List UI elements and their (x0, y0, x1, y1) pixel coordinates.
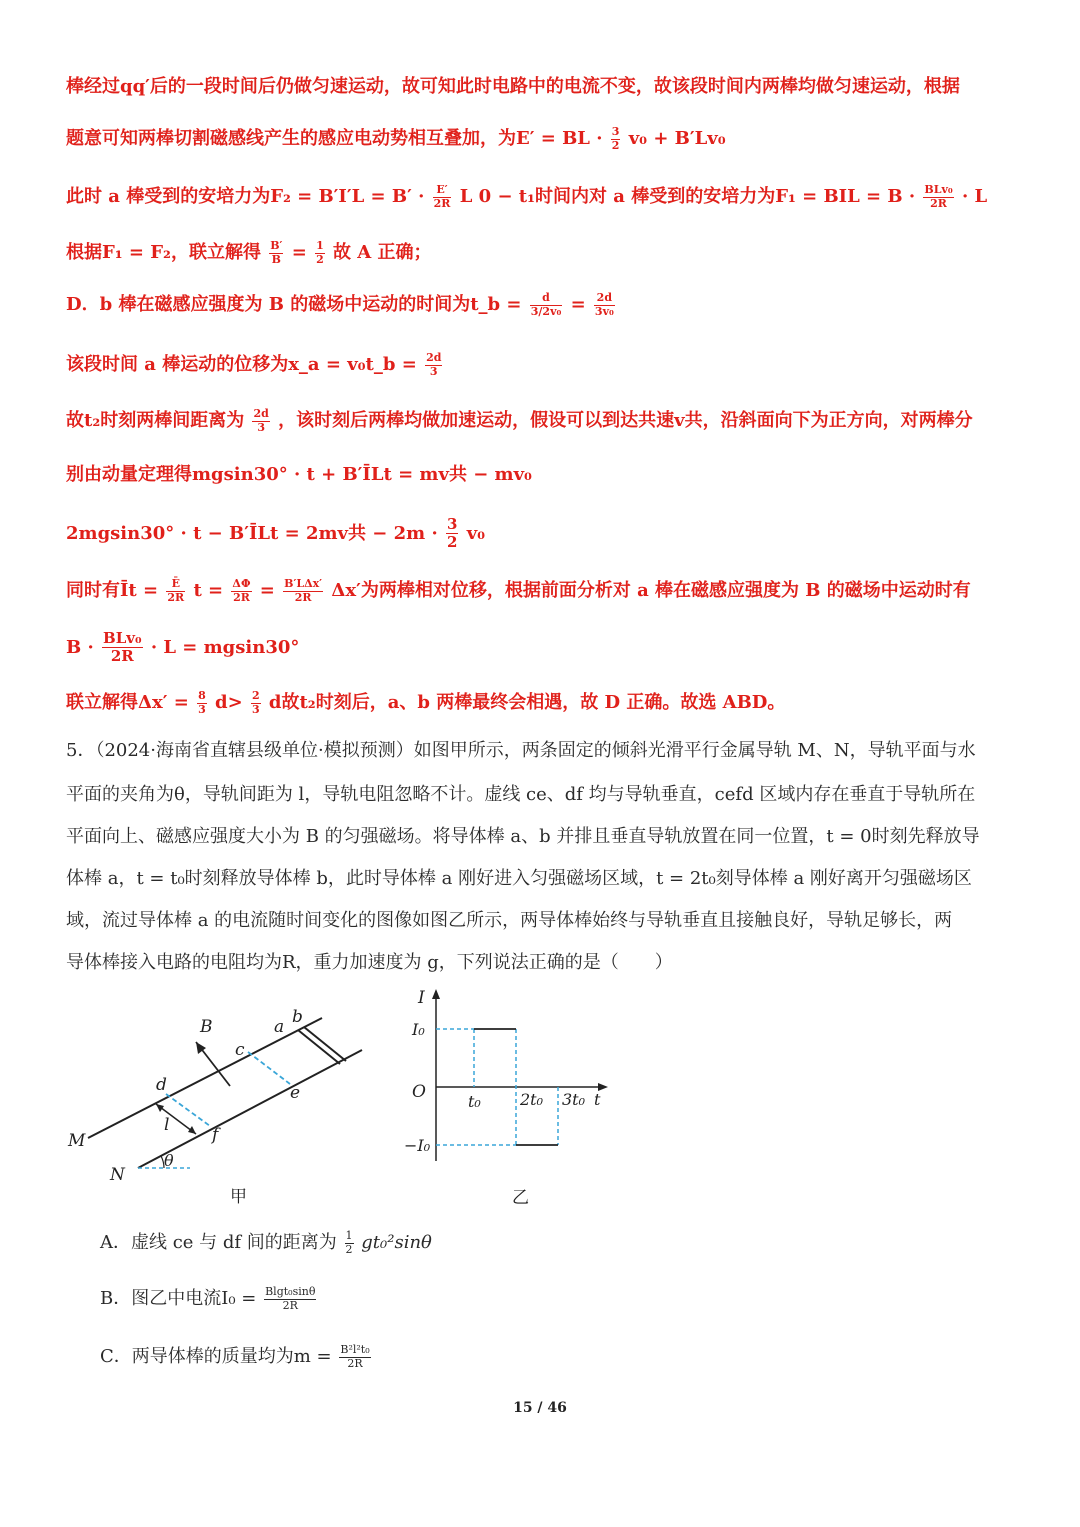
solution-line-5: D．b 棒在磁感应强度为 B 的磁场中运动的时间为t_b = $\frac{d}{\text{3/2v₀}}$ = $\frac{2d}{\text{3v₀}}$ (66, 291, 614, 318)
label-l: l (164, 1115, 170, 1135)
solution-line-4-tail: 故 A 正确； (333, 242, 432, 264)
label-t0: t₀ (468, 1092, 481, 1111)
solution-line-1: 棒经过qq′后的一段时间后仍做匀速运动，故可知此时电路中的电流不变，故该段时间内两棒均做匀速运动，根据 (66, 76, 960, 97)
solution-line-2-text: 题意可知两棒切割磁感线产生的感应电动势相互叠加，为E′ = BL · (66, 128, 603, 150)
solution-line-2 (66, 126, 726, 152)
fraction: $\frac{2d}{\text{3v₀}}$ (594, 291, 614, 318)
label-B: B (200, 1017, 213, 1037)
figure-rails (60, 1000, 380, 1210)
question-line-1: 5．（2024·海南省直辖县级单位·模拟预测）如图甲所示，两条固定的倾斜光滑平行金属导轨 M、N，导轨平面与水 (66, 740, 976, 761)
fraction: $\frac{2d}{3}$ (253, 407, 269, 434)
solution-line-7-text: 故t₂时刻两棒间距离为 (66, 410, 245, 432)
label-I: I (418, 988, 425, 1008)
rod-a (298, 1030, 340, 1064)
fraction: $\frac{8}{3}$ (198, 689, 206, 716)
label-t: t (594, 1090, 601, 1109)
spacing-arrowhead-2 (188, 1126, 196, 1134)
caption-jia: 甲 (230, 1187, 247, 1207)
solution-line-3-tail: · L (961, 186, 988, 208)
fraction: $\frac{\text{Blgt₀sinθ}}{2R}$ (265, 1284, 316, 1312)
fraction: $\frac{1}{2}$ (316, 239, 324, 266)
label-3t0: 3t₀ (562, 1090, 586, 1109)
solution-line-6 (66, 352, 444, 378)
solution-line-3-text: 此时 a 棒受到的安培力为F₂ = B′I′L = B′ · (66, 186, 425, 208)
option-c-text: C．两导体棒的质量均为m = (100, 1346, 332, 1367)
option-b-text: B．图乙中电流I₀ = (100, 1288, 257, 1309)
label-I0: I₀ (412, 1020, 425, 1039)
solution-line-12 (66, 690, 785, 716)
fraction: $\frac{\text{B²l²t₀}}{2R}$ (340, 1342, 370, 1370)
label-O: O (412, 1082, 426, 1102)
solution-line-12-text: 联立解得Δx′ = (66, 692, 189, 714)
solution-line-12-tail: d故t₂时刻后，a、b 两棒最终会相遇，故 D 正确。故选 ABD。 (268, 692, 786, 714)
solution-line-2-tail: v₀ + B′Lv₀ (628, 128, 726, 150)
solution-line-10-mid: t = (193, 580, 224, 602)
fraction: $\frac{\text{BLv₀}}{2R}$ (924, 183, 953, 210)
caption-yi: 乙 (512, 1188, 529, 1208)
fraction: $\frac{E'}{2R}$ (433, 183, 451, 210)
solution-line-3 (66, 184, 987, 210)
fraction: $\frac{d}{\text{3/2v₀}}$ (530, 291, 562, 318)
solution-line-4: 根据F₁ = F₂，联立解得 $\frac{B'}{B}$ = $\frac{1}{2}$ 故 A 正确； (66, 239, 432, 266)
figure-current-graph (400, 985, 620, 1210)
question-line-2: 平面的夹角为θ，导轨间距为 l，导轨电阻忽略不计。虚线 ce、df 均与导轨垂直，cefd 区域内存在垂直于导轨所在 (66, 784, 976, 805)
question-line-3: 平面向上、磁感应强度大小为 B 的匀强磁场。将导体棒 a、b 并排且垂直导轨放置在同一位置，t = 0时刻先释放导 (66, 826, 980, 847)
label-c: c (235, 1040, 245, 1060)
solution-line-10: 同时有Īt = $\frac{Ē}{2R}$ t = $\frac{\Delta\Phi}{2R}$ = $\frac{\text{B′LΔx′}}{2R}$ Δx′为两棒相对位移，根据前面分析对 a 棒在磁感应强度为 B 的磁场中运动时有 (66, 577, 971, 604)
rod-b (304, 1027, 346, 1061)
solution-line-6-text: 该段时间 a 棒运动的位移为x_a = v₀t_b = (66, 354, 417, 376)
label-theta: θ (164, 1151, 174, 1170)
question-line-4: 体棒 a，t = t₀时刻释放导体棒 b，此时导体棒 a 刚好进入匀强磁场区域，t = 2t₀刻导体棒 a 刚好离开匀强磁场区 (66, 868, 972, 889)
fraction: $\frac{\text{BLv₀}}{2R}$ (103, 629, 142, 666)
fraction: $\frac{1}{2}$ (345, 1228, 353, 1256)
option-a-text: A．虚线 ce 与 df 间的距离为 (100, 1232, 337, 1253)
fraction: $\frac{2d}{3}$ (426, 351, 442, 378)
label-b: b (292, 1007, 303, 1027)
solution-line-11 (66, 630, 299, 666)
solution-line-11-text: B · (66, 636, 94, 658)
label-d: d (156, 1075, 167, 1095)
solution-line-7-tail: ，该时刻后两棒均做加速运动，假设可以到达共速v共，沿斜面向下为正方向，对两棒分 (278, 410, 973, 432)
solution-line-7 (66, 408, 973, 434)
y-axis-arrow (432, 989, 440, 999)
page-number: 15 / 46 (513, 1400, 567, 1416)
boundary-ce (248, 1052, 290, 1084)
fraction: $\frac{\Delta\Phi}{2R}$ (232, 577, 251, 604)
label-e: e (290, 1083, 301, 1103)
solution-line-5-text: D．b 棒在磁感应强度为 B 的磁场中运动的时间为t_b = (66, 294, 522, 316)
question-line-6: 导体棒接入电路的电阻均为R，重力加速度为 g，下列说法正确的是（ ） (66, 952, 673, 973)
solution-line-4-text: 根据F₁ = F₂，联立解得 (66, 242, 261, 264)
solution-line-9-tail: v₀ (466, 522, 486, 544)
question-line-5: 域，流过导体棒 a 的电流随时间变化的图像如图乙所示，两导体棒始终与导轨垂直且接触良好，导轨足够长，两 (66, 910, 953, 931)
solution-line-9-text: 2mgsin30° · t − B′ĪLt = 2mv共 − 2m · (66, 522, 438, 544)
fraction: $\frac{3}{2}$ (447, 515, 458, 552)
spacing-arrowhead-1 (156, 1104, 164, 1112)
boundary-df (166, 1094, 210, 1126)
option-a[interactable] (100, 1228, 432, 1256)
solution-line-9 (66, 516, 485, 552)
label-a: a (274, 1017, 285, 1037)
option-c[interactable] (100, 1342, 373, 1370)
solution-line-10-text: 同时有Īt = (66, 580, 159, 602)
fraction: $\frac{B'}{B}$ (270, 239, 283, 266)
fraction: $\frac{Ē}{2R}$ (167, 577, 185, 604)
label-2t0: 2t₀ (520, 1090, 544, 1109)
fraction: $\frac{3}{2}$ (611, 125, 620, 152)
solution-line-3-mid: L 0 − t₁时间内对 a 棒受到的安培力为F₁ = BIL = B · (459, 186, 916, 208)
fraction: $\frac{\text{B′LΔx′}}{2R}$ (284, 577, 323, 604)
option-b[interactable] (100, 1284, 318, 1312)
solution-line-12-mid: d> (215, 692, 243, 714)
solution-line-8: 别由动量定理得mgsin30° · t + B′ĪLt = mv共 − mv₀ (66, 464, 532, 485)
label-f: f (212, 1125, 219, 1145)
label-neg-I0: −I₀ (404, 1136, 431, 1155)
option-a-tail: gt₀²sinθ (361, 1232, 432, 1253)
fraction: $\frac{2}{3}$ (251, 689, 260, 716)
label-N: N (110, 1165, 125, 1185)
solution-line-10-tail: Δx′为两棒相对位移，根据前面分析对 a 棒在磁感应强度为 B 的磁场中运动时有 (331, 580, 971, 602)
label-M: M (68, 1131, 86, 1151)
solution-line-11-tail: · L = mgsin30° (150, 636, 300, 658)
